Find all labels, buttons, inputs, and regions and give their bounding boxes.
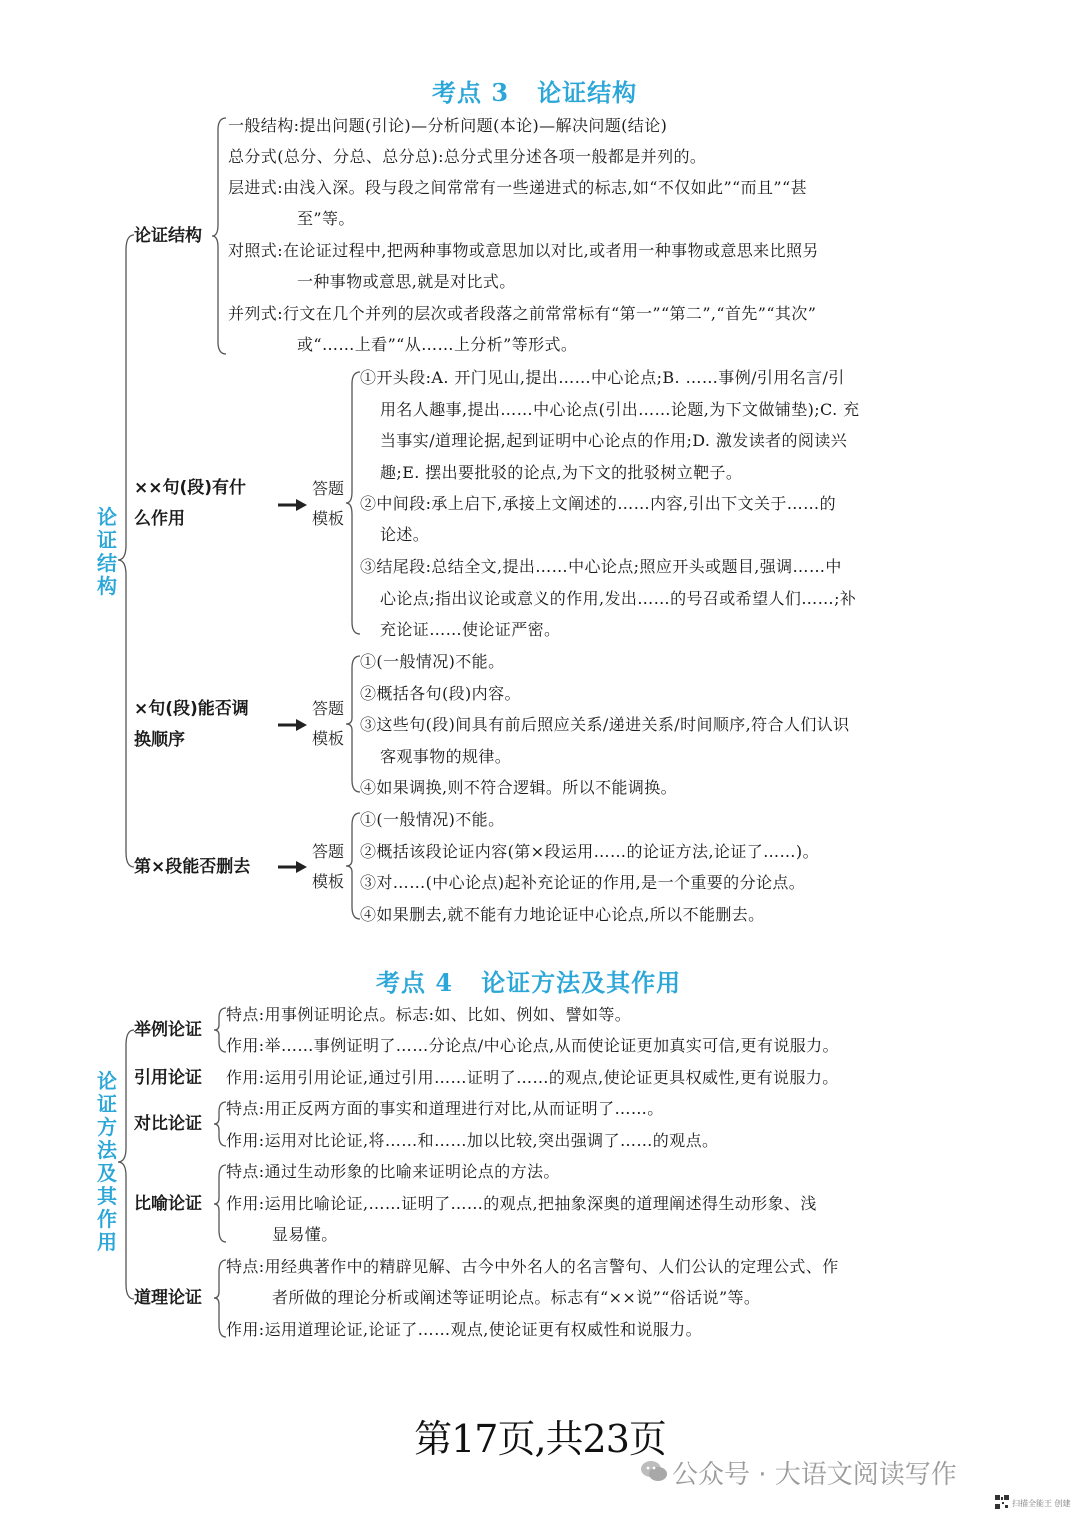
structure-line: 层进式:由浅入深。段与段之间常常有一些递进式的标志,如“不仅如此”“而且”“甚 — [228, 178, 807, 197]
q1-line: ②中间段:承上启下,承接上文阐述的……内容,引出下文关于……的 — [360, 494, 836, 513]
q2-line: ③这些句(段)间具有前后照应关系/递进关系/时间顺序,符合人们认识 — [360, 715, 850, 734]
method-line: 作用:运用引用论证,通过引用……证明了……的观点,使论证更具权威性,更有说服力。 — [226, 1068, 839, 1087]
q2-template-label: 答题模板 — [311, 699, 344, 748]
q3-line: ④如果删去,就不能有力地论证中心论点,所以不能删去。 — [360, 905, 765, 924]
section4-root-label: 论证方法及其作用 — [97, 1069, 117, 1254]
q2-line: ④如果调换,则不符合逻辑。所以不能调换。 — [360, 778, 678, 797]
q2-line: 客观事物的规律。 — [380, 747, 512, 766]
method-line: 特点:用正反两方面的事实和道理进行对比,从而证明了……。 — [226, 1099, 664, 1118]
method-node-reasoning: 道理论证 — [134, 1288, 202, 1308]
structure-line: 一般结构:提出问题(引论)—分析问题(本论)—解决问题(结论) — [228, 116, 668, 135]
method-line: 特点:用事例证明论点。标志:如、比如、例如、譬如等。 — [226, 1005, 632, 1024]
method-node-example: 举例论证 — [134, 1020, 202, 1040]
q1-line: ③结尾段:总结全文,提出……中心论点;照应开头或题目,强调……中 — [360, 557, 842, 576]
structure-line: 对照式:在论证过程中,把两种事物或意思加以对比,或者用一种事物或意思来比照另 — [228, 241, 819, 260]
q1-node-line1: ××句(段)有什 — [134, 478, 247, 498]
method-line: 者所做的理论分析或阐述等证明论点。标志有“××说”“俗话说”等。 — [272, 1288, 761, 1307]
arrow-right-icon — [278, 860, 308, 874]
method-line: 特点:用经典著作中的精辟见解、古今中外名人的名言警句、人们公认的定理公式、作 — [226, 1257, 839, 1276]
structure-line: 总分式(总分、分总、总分总):总分式里分述各项一般都是并列的。 — [228, 147, 707, 166]
q3-line: ①(一般情况)不能。 — [360, 810, 505, 829]
q1-line: 趣;E. 摆出要批驳的论点,为下文的批驳树立靶子。 — [380, 463, 743, 482]
method-line: 显易懂。 — [272, 1225, 338, 1244]
q1-template-label: 答题模板 — [311, 479, 344, 528]
method-line: 作用:举……事例证明了……分论点/中心论点,从而使论证更加真实可信,更有说服力。 — [226, 1036, 839, 1055]
q3-node: 第×段能否删去 — [134, 857, 251, 877]
qr-code-icon — [994, 1494, 1010, 1510]
arrow-right-icon — [278, 718, 308, 732]
section3-root-label: 论证结构 — [97, 505, 117, 598]
q1-line: 充论证……使论证严密。 — [380, 620, 561, 639]
wechat-icon — [640, 1458, 668, 1484]
watermark-text: 公众号 · 大语文阅读写作 — [672, 1460, 957, 1490]
method-line: 作用:运用道理论证,论证了……观点,使论证更有权威性和说服力。 — [226, 1320, 702, 1339]
q1-node-line2: 么作用 — [134, 509, 185, 529]
q2-node-line1: ×句(段)能否调 — [134, 699, 249, 719]
q1-line: 论述。 — [380, 525, 430, 544]
q2-line: ②概括各句(段)内容。 — [360, 684, 521, 703]
q2-node-line2: 换顺序 — [134, 730, 185, 750]
q2-line: ①(一般情况)不能。 — [360, 652, 505, 671]
q3-template-label: 答题模板 — [311, 842, 344, 891]
method-node-metaphor: 比喻论证 — [134, 1194, 202, 1214]
q1-line: 当事实/道理论据,起到证明中心论点的作用;D. 激发读者的阅读兴 — [380, 431, 848, 450]
section4-title: 考点 4 论证方法及其作用 — [376, 968, 682, 997]
q1-line: ①开头段:A. 开门见山,提出……中心论点;B. ……事例/引用名言/引 — [360, 368, 845, 387]
arrow-right-icon — [278, 498, 308, 512]
q1-line: 心论点;指出议论或意义的作用,发出……的号召或希望人们……;补 — [380, 589, 857, 608]
method-line: 特点:通过生动形象的比喻来证明论点的方法。 — [226, 1162, 560, 1181]
q3-line: ③对……(中心论点)起补充论证的作用,是一个重要的分论点。 — [360, 873, 806, 892]
method-node-contrast: 对比论证 — [134, 1114, 202, 1134]
structure-line: 至”等。 — [297, 209, 355, 228]
structure-line: 或“……上看”“从……上分析”等形式。 — [297, 335, 578, 354]
structure-node: 论证结构 — [134, 226, 202, 246]
structure-line: 并列式:行文在几个并列的层次或者段落之前常常标有“第一”“第二”,“首先”“其次” — [228, 304, 817, 323]
page-number: 第17页,共23页 — [414, 1417, 666, 1461]
section3-title: 考点 3 论证结构 — [432, 78, 638, 107]
structure-line: 一种事物或意思,就是对比式。 — [297, 272, 516, 291]
scanner-credit: 扫描全能王 创建 — [1012, 1499, 1071, 1508]
method-line: 作用:运用比喻论证,……证明了……的观点,把抽象深奥的道理阐述得生动形象、浅 — [226, 1194, 817, 1213]
q3-line: ②概括该段论证内容(第×段运用……的论证方法,论证了……)。 — [360, 842, 819, 861]
method-line: 作用:运用对比论证,将……和……加以比较,突出强调了……的观点。 — [226, 1131, 719, 1150]
method-node-citation: 引用论证 — [134, 1068, 202, 1088]
q1-line: 用名人趣事,提出……中心论点(引出……论题,为下文做铺垫);C. 充 — [380, 400, 860, 419]
